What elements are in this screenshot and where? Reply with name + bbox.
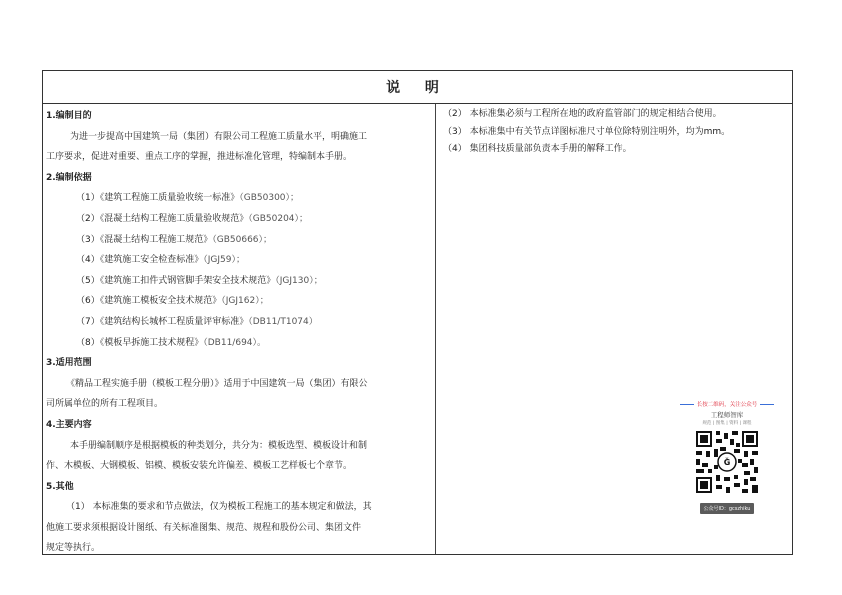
paragraph-line: 司所属单位的所有工程项目。 [46,399,164,410]
reference-item [46,333,432,354]
account-tags: 规范 | 图集 | 资料 | 课程 [702,421,752,426]
reference-code: （GB50204）； [248,213,309,224]
qr-caption-text: 长按二维码，关注公众号 [696,402,758,408]
reference-item [46,209,432,230]
paragraph-line: 《精品工程实施手册（模板工程分册）》适用于中国建筑一局（集团）有限公 [66,378,368,389]
reference-item [46,250,432,271]
reference-number: （6） [76,296,100,307]
account-id-badge: 公众号ID：gcszhiku [700,503,755,514]
reference-code: （JGJ162）； [221,296,269,307]
paragraph-line: 为进一步提高中国建筑一局（集团）有限公司工程施工质量水平，明确施工 [70,131,368,142]
reference-code: （DB11/T1074） [248,316,318,327]
right-column [443,106,788,159]
qr-promo [672,400,782,530]
left-column [46,106,432,559]
qr-caption [672,400,782,408]
section-heading-basis: 2.编制依据 [46,172,92,183]
reference-title: 《建筑施工扣件式钢管脚手架安全技术规范》 [99,275,276,286]
reference-number: （1） [76,193,100,204]
reference-title: 《建筑施工模板安全技术规范》 [99,296,222,307]
reference-code: （JGJ130）； [275,275,323,286]
reference-title: 《模板早拆施工技术规程》 [99,337,204,348]
section-heading-content: 4.主要内容 [46,419,92,430]
reference-title: 《建筑工程施工质量验收统一标准》 [99,193,240,204]
reference-code: （GB50300）； [239,193,300,204]
paragraph-line: 作、木模板、大钢模板、铝模、模板安装允许偏差、模板工艺样板七个章节。 [46,461,353,472]
reference-item [46,312,432,333]
list-item: （2） 本标准集必须与工程所在地的政府监管部门的规定相结合使用。 [443,109,722,119]
reference-code: （DB11/694）。 [203,337,267,348]
reference-number: （5） [76,275,100,286]
svg-text:Ğ: Ğ [723,458,731,467]
qr-code-graphic [694,429,760,495]
reference-item [46,271,432,292]
decorative-bar [760,404,774,405]
reference-number: （2） [76,213,100,224]
reference-number: （7） [76,316,100,327]
paragraph-line: 工序要求，促进对重要、重点工序的掌握，推进标准化管理，特编制本手册。 [46,152,353,163]
reference-title: 《建筑结构长城杯工程质量评审标准》 [99,316,249,327]
reference-number: （3） [76,234,100,245]
reference-item [46,188,432,209]
reference-title: 《混凝土结构工程施工规范》 [99,234,213,245]
reference-number: （8） [76,337,100,348]
column-divider [435,104,436,554]
reference-title: 《混凝土结构工程施工质量验收规范》 [99,213,249,224]
list-item: （3） 本标准集中有关节点详图标准尺寸单位除特别注明外，均为mm。 [443,126,731,137]
paragraph-line: （1） 本标准集的要求和节点做法，仅为模板工程施工的基本规定和做法，其 [66,502,372,513]
paragraph-line: 本手册编制顺序是根据模板的种类划分，共分为：模板选型、模板设计和制 [70,440,368,451]
reference-number: （4） [76,255,100,266]
paragraph-line: 规定等执行。 [46,543,101,554]
reference-code: （JGJ59）； [203,255,245,266]
paragraph-line: 他施工要求须根据设计图纸、有关标准图集、规范、规程和股份公司、集团文件 [46,522,362,533]
qr-code-icon[interactable] [694,429,760,495]
list-item: （4） 集团科技质量部负责本手册的解释工作。 [443,144,632,154]
account-name: 工程师智库 [710,411,744,419]
section-heading-purpose: 1.编制目的 [46,111,92,121]
section-heading-scope: 3.适用范围 [46,358,92,369]
reference-title: 《建筑施工安全检查标准》 [99,255,204,266]
reference-code: （GB50666）； [212,234,273,245]
section-heading-other: 5.其他 [46,481,74,492]
page-title: 说 明 [43,71,792,104]
reference-item [46,230,432,251]
reference-item [46,291,432,312]
decorative-bar [680,404,694,405]
